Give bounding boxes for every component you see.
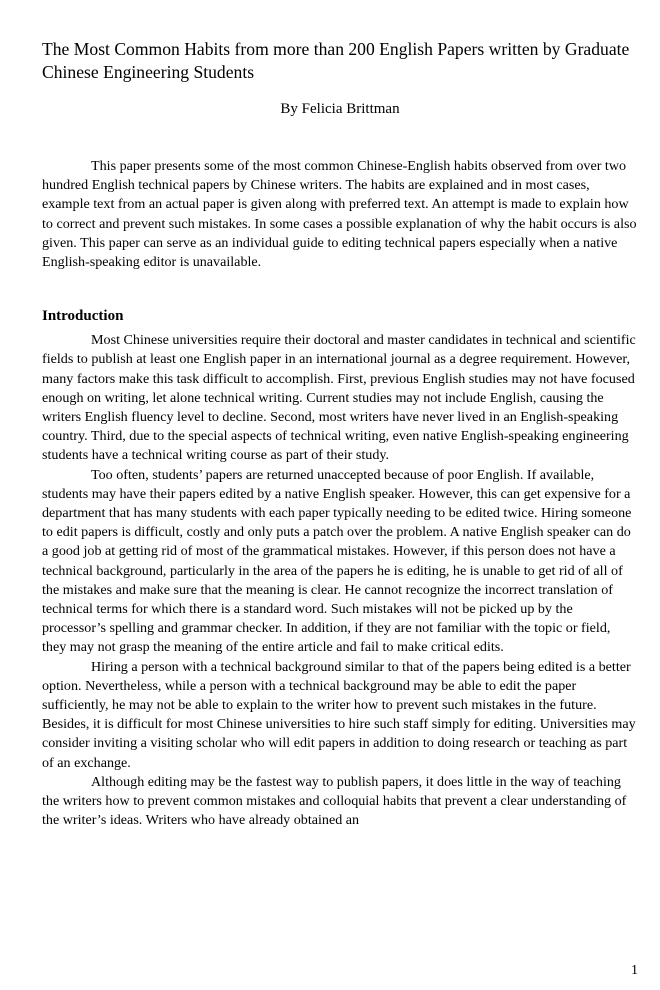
document-page: [42, 38, 638, 831]
introduction-section: [42, 331, 638, 830]
intro-paragraph-1: Most Chinese universities require their doctoral and master candidates in technical and scientific fields to publish at least one English paper in an international journal as a degree requirement. However, many factors make this task difficult to accomplish. First, previous English studies may not have focused enough on writing, let alone technical writing. Current studies may not include English, causing the writers English fluency level to decline. Second, most writers have never lived in an English-speaking country. Third, due to the special aspects of technical writing, even native English-speaking engineering students have a technical writing course as part of their study.: [42, 332, 636, 464]
abstract-paragraph: This paper presents some of the most common Chinese-English habits observed from over two hundred English technical papers by Chinese writers. The habits are explained and in most cases, example text from an actual paper is given along with preferred text. An attempt is made to explain how to correct and prevent such mistakes. In some cases a possible explanation of why the habit occurs is also given. This paper can serve as an individual guide to editing technical papers especially when a native English-speaking editor is unavailable.: [42, 158, 637, 271]
document-title: The Most Common Habits from more than 200 English Papers written by Graduate Chinese Engineering Students: [42, 39, 630, 82]
introduction-heading: Introduction: [42, 308, 124, 325]
intro-paragraph-3: Hiring a person with a technical background similar to that of the papers being edited is a better option. Nevertheless, while a person with a technical background may be able to edit the paper sufficiently, he may not be able to explain to the writer how to prevent such mistakes in the future. Besides, it is difficult for most Chinese universities to hire such staff simply for editing. Universities may consider inviting a visiting scholar who will edit papers in addition to doing research or teaching as part of an exchange.: [42, 658, 636, 771]
page-number: 1: [631, 963, 638, 978]
author-line: By Felicia Brittman: [280, 101, 400, 117]
abstract-section: [42, 157, 638, 272]
intro-paragraph-2: Too often, students’ papers are returned unaccepted because of poor English. If available, students may have their papers edited by a native English speaker. However, this can get expensive for a department that has many students with each paper typically needing to be edited twice. Hiring someone to edit papers is difficult, costly and only puts a patch over the problem. A native English speaker can do a good job at getting rid of most of the grammatical mistakes. However, if this person does not have a technical background, particularly in the area of the papers he is editing, he is unable to get rid of all of the mistakes and make sure that the meaning is clear. He cannot recognize the incorrect translation of technical terms for which there is a standard word. Such mistakes will not be picked up by the processor’s spelling and grammar checker. In addition, if they are not familiar with the topic or field, they may not grasp the meaning of the entire article and fail to make critical edits.: [42, 466, 632, 656]
intro-paragraph-4: Although editing may be the fastest way to publish papers, it does little in the way of teaching the writers how to prevent common mistakes and colloquial habits that prevent a clear understanding of the writer’s ideas. Writers who have already obtained an: [42, 773, 627, 829]
